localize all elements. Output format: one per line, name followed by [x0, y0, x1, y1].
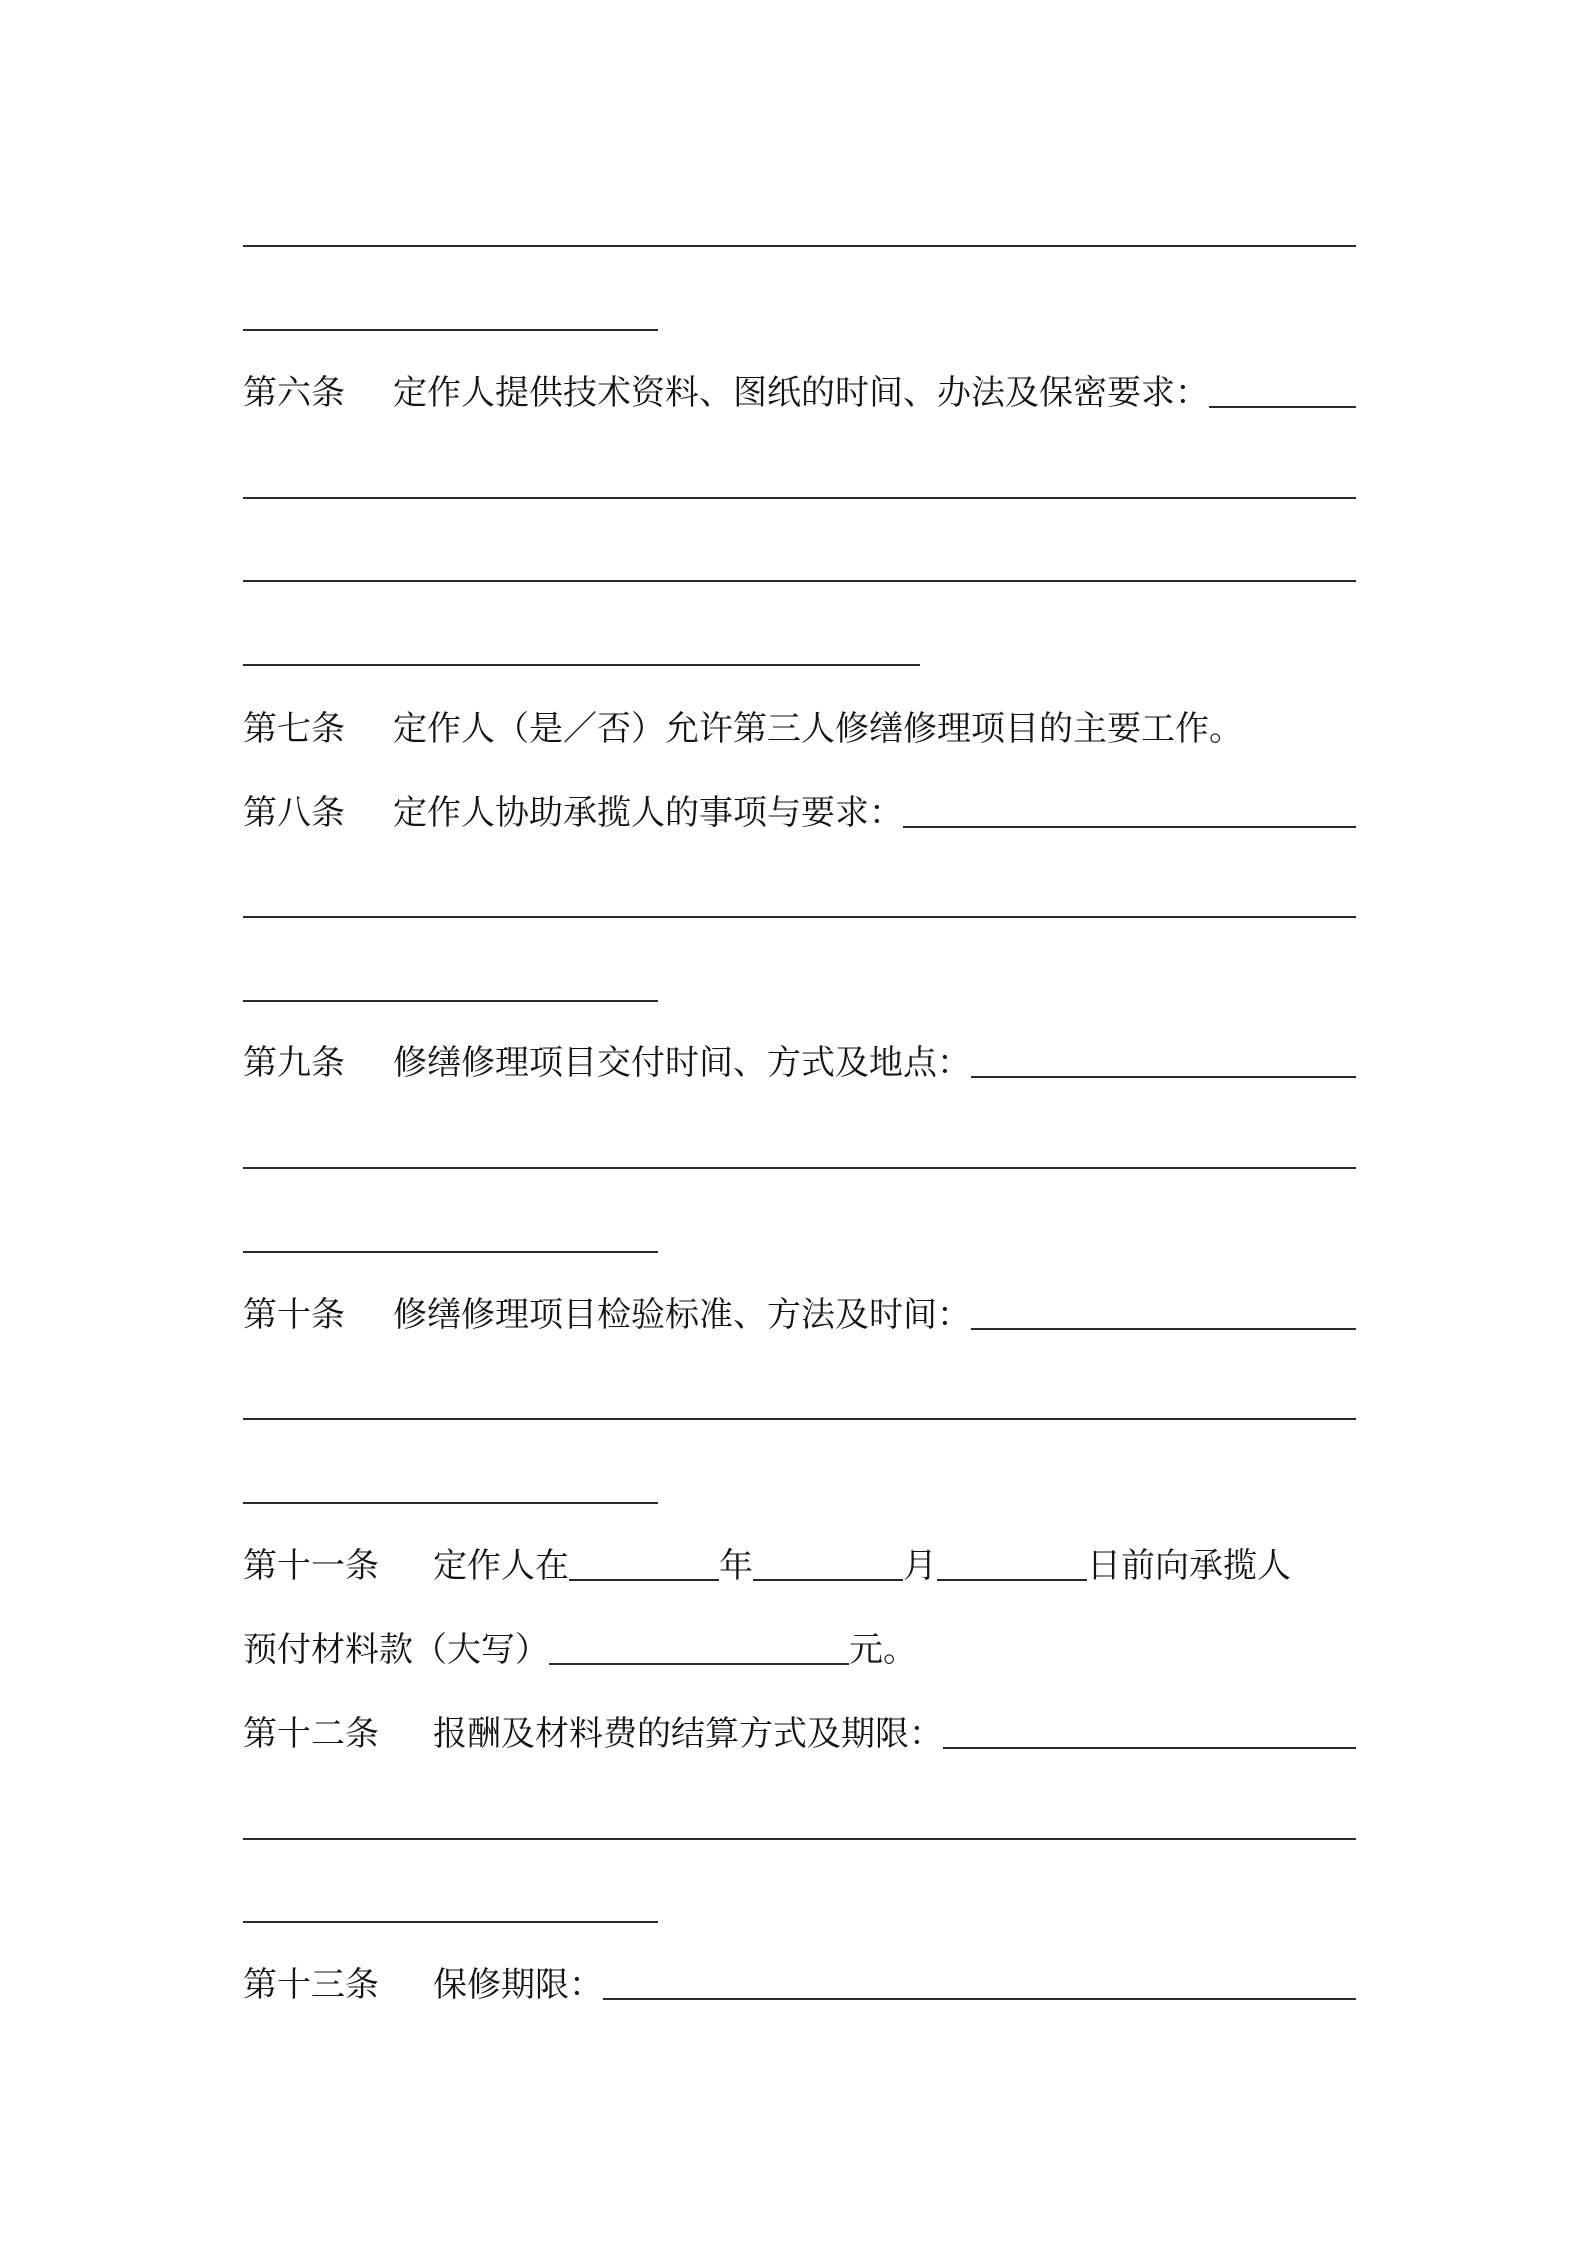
month-blank[interactable] [753, 1579, 903, 1581]
clause-13 [243, 1962, 1356, 2008]
clause-12-blank[interactable] [943, 1747, 1356, 1749]
clause-12-text: 报酬及材料费的结算方式及期限： [433, 1714, 943, 1754]
year-blank[interactable] [569, 1579, 719, 1581]
blank-line[interactable] [243, 1921, 658, 1923]
clause-12 [243, 1711, 1356, 1757]
clause-9-text: 修缮修理项目交付时间、方式及地点： [393, 1043, 971, 1083]
clause-10-text: 修缮修理项目检验标准、方法及时间： [393, 1295, 971, 1335]
blank-line[interactable] [243, 580, 1356, 582]
clause-6-number: 第六条 [243, 373, 345, 413]
clause-12-number: 第十二条 [243, 1714, 379, 1754]
clause-11-number: 第十一条 [243, 1546, 379, 1586]
blank-line[interactable] [243, 329, 658, 331]
blank-line[interactable] [243, 497, 1356, 499]
clause-8-text: 定作人协助承揽人的事项与要求： [393, 793, 903, 833]
clause-11-text: 定作人在 [433, 1546, 569, 1586]
clause-6-blank[interactable] [1209, 406, 1356, 408]
clause-9 [243, 1040, 1356, 1086]
clause-11 [243, 1543, 1356, 1589]
clause-10-blank[interactable] [971, 1328, 1356, 1330]
clause-6-text: 定作人提供技术资料、图纸的时间、办法及保密要求： [393, 373, 1209, 413]
day-blank[interactable] [937, 1579, 1087, 1581]
blank-line[interactable] [243, 1838, 1356, 1840]
clause-8 [243, 790, 1356, 836]
clause-8-blank[interactable] [903, 826, 1356, 828]
clause-9-number: 第九条 [243, 1043, 345, 1083]
day-text: 日前向承揽人 [1087, 1546, 1291, 1586]
clause-7-number: 第七条 [243, 709, 345, 749]
clause-13-number: 第十三条 [243, 1965, 379, 2005]
clause-13-text: 保修期限： [433, 1965, 603, 2005]
clause-8-number: 第八条 [243, 793, 345, 833]
blank-line[interactable] [243, 1251, 658, 1253]
yuan-label: 元。 [849, 1630, 917, 1670]
year-label: 年 [719, 1546, 753, 1586]
clause-6 [243, 370, 1356, 416]
blank-line[interactable] [243, 1418, 1356, 1420]
clause-10-number: 第十条 [243, 1295, 345, 1335]
blank-line[interactable] [243, 1000, 658, 1002]
clause-11-line2-text: 预付材料款（大写） [243, 1630, 549, 1670]
blank-line[interactable] [243, 1502, 658, 1504]
clause-9-blank[interactable] [971, 1076, 1356, 1078]
clause-11-line2 [243, 1627, 1356, 1673]
blank-line[interactable] [243, 1167, 1356, 1169]
blank-line[interactable] [243, 245, 1356, 247]
blank-line[interactable] [243, 664, 920, 666]
clause-7 [243, 706, 1356, 752]
clause-10 [243, 1292, 1356, 1338]
amount-blank[interactable] [549, 1663, 849, 1665]
clause-7-text: 定作人（是／否）允许第三人修缮修理项目的主要工作。 [393, 709, 1243, 749]
month-label: 月 [903, 1546, 937, 1586]
clause-13-blank[interactable] [603, 1998, 1356, 2000]
blank-line[interactable] [243, 916, 1356, 918]
